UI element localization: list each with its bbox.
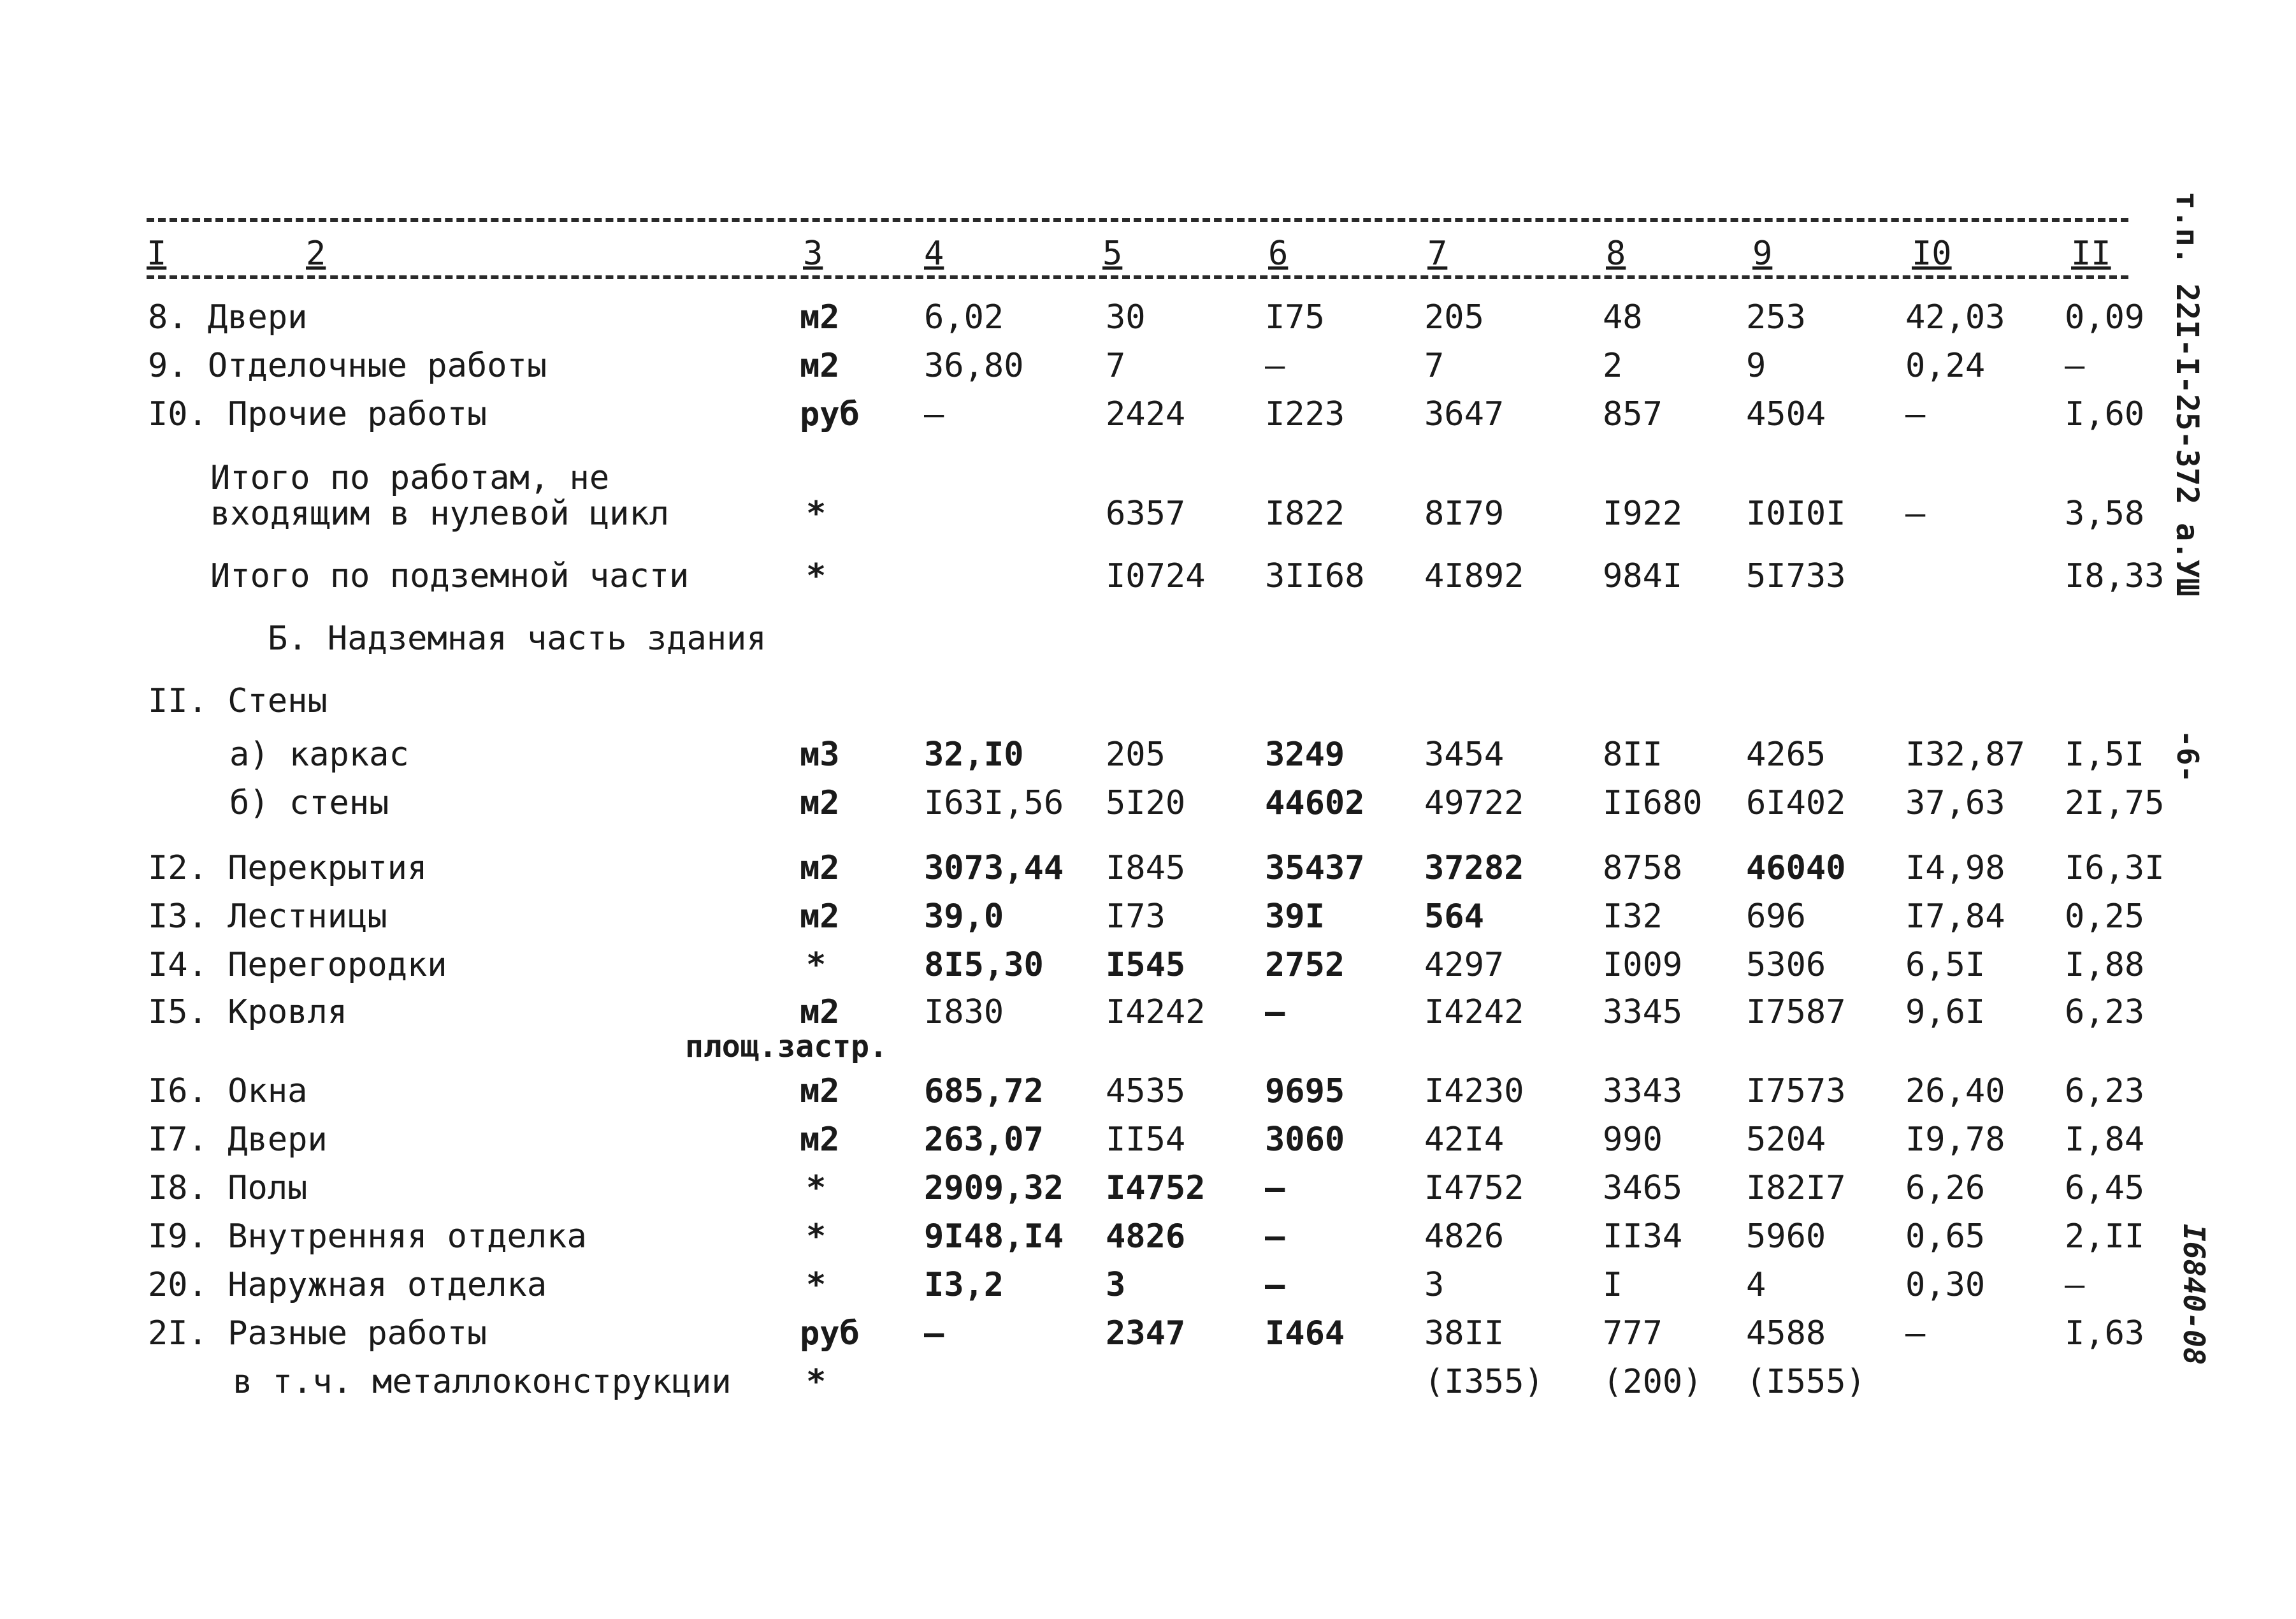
cell-col8: 48 (1603, 298, 1643, 337)
side-document-code: т.п. 22I-I-25-372 а.УШ (2169, 191, 2205, 597)
cell-col7: 38II (1424, 1314, 1505, 1353)
cell-col5: 2347 (1106, 1314, 1186, 1353)
row-unit: * (806, 1266, 827, 1304)
table-row (0, 989, 2296, 1035)
cell-col7: 564 (1424, 897, 1484, 936)
row-name: II. Стены (148, 682, 328, 720)
table-row (0, 1165, 2296, 1211)
cell-col9: 4 (1746, 1266, 1766, 1304)
row-name: 9. Отделочные работы (148, 347, 547, 385)
cell-col7: 8I79 (1424, 495, 1505, 533)
col-header-5: 5 (1102, 235, 1123, 273)
table-row (0, 1117, 2296, 1163)
cell-col5: 6357 (1106, 495, 1186, 533)
row-name: Итого по подземной части (210, 557, 690, 595)
table-row (0, 294, 2296, 340)
cell-col9: 4588 (1746, 1314, 1826, 1353)
cell-col9: 4265 (1746, 736, 1826, 774)
cell-col5: 4826 (1106, 1217, 1186, 1256)
row-name: в т.ч. металлоконструкции (233, 1363, 732, 1401)
cell-col7: 4826 (1424, 1217, 1505, 1256)
table-row (0, 343, 2296, 389)
cell-col10: 37,63 (1905, 784, 2005, 822)
cell-col9: I7573 (1746, 1072, 1846, 1110)
page-number-mark: -6- (2170, 730, 2205, 783)
cell-col11: 2,II (2065, 1217, 2145, 1256)
header-top-rule (147, 218, 2128, 222)
cell-col8: 984I (1603, 557, 1683, 595)
cell-col5: II54 (1106, 1121, 1186, 1159)
cell-col5: I845 (1106, 849, 1186, 887)
col-header-7: 7 (1427, 235, 1448, 273)
cell-col5: 4535 (1106, 1072, 1186, 1110)
cell-col10: 0,24 (1905, 347, 1986, 385)
cell-col8: 8758 (1603, 849, 1683, 887)
cell-col9: I0I0I (1746, 495, 1846, 533)
row-name: I0. Прочие работы (148, 395, 487, 433)
cell-col8: 2 (1603, 347, 1623, 385)
cell-col6: – (1265, 347, 1285, 385)
cell-col5: I4752 (1106, 1169, 1206, 1207)
cell-col6: I822 (1265, 495, 1345, 533)
cell-col9: 46040 (1746, 849, 1846, 887)
cell-col8: (200) (1603, 1363, 1703, 1401)
cell-col5: 7 (1106, 347, 1126, 385)
cell-col10: 6,5I (1905, 946, 1986, 984)
cell-col10: 0,30 (1905, 1266, 1986, 1304)
cell-col10: I7,84 (1905, 897, 2005, 936)
row-name-continued: входящим в нулевой цикл (210, 495, 670, 533)
cell-col4: 9I48,I4 (924, 1217, 1064, 1256)
row-unit: м2 (800, 1121, 840, 1159)
table-row (0, 1214, 2296, 1260)
cell-col7: 3 (1424, 1266, 1445, 1304)
cell-col7: I4752 (1424, 1169, 1524, 1207)
cell-col8: 3343 (1603, 1072, 1683, 1110)
cell-col4: 8I5,30 (924, 946, 1044, 984)
cell-col9: I82I7 (1746, 1169, 1846, 1207)
krovlya-unit-note: площ.застр. (685, 1029, 888, 1064)
cell-col11: – (2065, 1266, 2085, 1304)
cell-col4: – (924, 395, 944, 433)
cell-col5: I73 (1106, 897, 1166, 936)
cell-col10: – (1905, 1314, 1926, 1353)
cell-col10: – (1905, 395, 1926, 433)
table-row (0, 491, 2296, 537)
cell-col4: 6,02 (924, 298, 1004, 337)
col-header-4: 4 (924, 235, 944, 273)
cell-col9: 5960 (1746, 1217, 1826, 1256)
cell-col11: I,60 (2065, 395, 2145, 433)
cell-col6: 3060 (1265, 1121, 1345, 1159)
row-name: I3. Лестницы (148, 897, 387, 936)
cell-col9: 4504 (1746, 395, 1826, 433)
cell-col9: 5306 (1746, 946, 1826, 984)
col-header-6: 6 (1268, 235, 1289, 273)
row-unit: м2 (800, 897, 840, 936)
cell-col9: 5I733 (1746, 557, 1846, 595)
cell-col6: 35437 (1265, 849, 1365, 887)
cell-col7: 3454 (1424, 736, 1505, 774)
col-header-9: 9 (1752, 235, 1773, 273)
cell-col11: 6,23 (2065, 1072, 2145, 1110)
cell-col4: 39,0 (924, 897, 1004, 936)
cell-col11: I,5I (2065, 736, 2145, 774)
row-name: I8. Полы (148, 1169, 308, 1207)
row-unit: м2 (800, 298, 840, 337)
cell-col5: 205 (1106, 736, 1166, 774)
cell-col9: I7587 (1746, 993, 1846, 1031)
cell-col4: I63I,56 (924, 784, 1064, 822)
cell-col9: 6I402 (1746, 784, 1846, 822)
cell-col10: I32,87 (1905, 736, 2025, 774)
cell-col6: 9695 (1265, 1072, 1345, 1110)
cell-col7: 49722 (1424, 784, 1524, 822)
row-unit: * (806, 557, 827, 595)
cell-col8: I009 (1603, 946, 1683, 984)
cell-col4: 32,I0 (924, 736, 1024, 774)
cell-col11: 0,25 (2065, 897, 2145, 936)
cell-col6: I223 (1265, 395, 1345, 433)
row-unit: * (806, 946, 827, 984)
cell-col7: (I355) (1424, 1363, 1544, 1401)
cell-col5: I0724 (1106, 557, 1206, 595)
cell-col7: I4230 (1424, 1072, 1524, 1110)
col-header-11: II (2071, 235, 2111, 273)
table-row (0, 894, 2296, 940)
row-unit: м2 (800, 993, 840, 1031)
cell-col9: 253 (1746, 298, 1806, 337)
cell-col5: 3 (1106, 1266, 1126, 1304)
cell-col6: – (1265, 1217, 1285, 1256)
row-name: 8. Двери (148, 298, 308, 337)
table-row (0, 780, 2296, 826)
cell-col8: 990 (1603, 1121, 1663, 1159)
cell-col11: I,63 (2065, 1314, 2145, 1353)
section-heading: Б. Надземная часть здания (268, 620, 767, 658)
col-header-8: 8 (1606, 235, 1626, 273)
cell-col11: 3,58 (2065, 495, 2145, 533)
cell-col11: I8,33 (2065, 557, 2165, 595)
cell-col4: 263,07 (924, 1121, 1044, 1159)
cell-col11: I,84 (2065, 1121, 2145, 1159)
cell-col8: 8II (1603, 736, 1663, 774)
cell-col6: – (1265, 993, 1285, 1031)
table-row (0, 845, 2296, 891)
cell-col7: 3647 (1424, 395, 1505, 433)
cell-col11: – (2065, 347, 2085, 385)
row-name: I6. Окна (148, 1072, 308, 1110)
row-unit: * (806, 1169, 827, 1207)
table-row (0, 1359, 2296, 1405)
cell-col10: 9,6I (1905, 993, 1986, 1031)
cell-col5: I4242 (1106, 993, 1206, 1031)
cell-col9: (I555) (1746, 1363, 1866, 1401)
table-row (0, 1068, 2296, 1114)
cell-col10: I4,98 (1905, 849, 2005, 887)
table-row (0, 678, 2296, 724)
cell-col10: I9,78 (1905, 1121, 2005, 1159)
cell-col9: 9 (1746, 347, 1766, 385)
row-name: I4. Перегородки (148, 946, 447, 984)
cell-col11: I,88 (2065, 946, 2145, 984)
table-row (0, 732, 2296, 778)
cell-col10: 26,40 (1905, 1072, 2005, 1110)
cell-col8: II34 (1603, 1217, 1683, 1256)
cell-col6: 44602 (1265, 784, 1365, 822)
row-name: I2. Перекрытия (148, 849, 428, 887)
cell-col4: 36,80 (924, 347, 1024, 385)
cell-col6: 39I (1265, 897, 1325, 936)
col-header-3: 3 (803, 235, 823, 273)
cell-col10: 0,65 (1905, 1217, 1986, 1256)
cell-col9: 696 (1746, 897, 1806, 936)
cell-col8: 777 (1603, 1314, 1663, 1353)
cell-col7: 4I892 (1424, 557, 1524, 595)
cell-col10: – (1905, 495, 1926, 533)
table-row (0, 1310, 2296, 1356)
table-row (0, 942, 2296, 988)
cell-col6: I75 (1265, 298, 1325, 337)
row-name: I9. Внутренняя отделка (148, 1217, 587, 1256)
cell-col5: 5I20 (1106, 784, 1186, 822)
row-name: б) стены (229, 784, 389, 822)
col-header-10: I0 (1912, 235, 1952, 273)
cell-col8: II680 (1603, 784, 1703, 822)
row-unit: * (806, 1363, 827, 1401)
cell-col10: 6,26 (1905, 1169, 1986, 1207)
row-name: 2I. Разные работы (148, 1314, 487, 1353)
cell-col4: – (924, 1314, 944, 1353)
cell-col7: 205 (1424, 298, 1484, 337)
cell-col6: – (1265, 1169, 1285, 1207)
cell-col4: 685,72 (924, 1072, 1044, 1110)
cell-col8: I32 (1603, 897, 1663, 936)
cell-col10: 42,03 (1905, 298, 2005, 337)
table-row (0, 553, 2296, 599)
row-unit: м3 (800, 736, 840, 774)
cell-col7: 7 (1424, 347, 1445, 385)
cell-col7: I4242 (1424, 993, 1524, 1031)
row-unit: м2 (800, 1072, 840, 1110)
cell-col4: I830 (924, 993, 1004, 1031)
cell-col5: I545 (1106, 946, 1186, 984)
col-header-2: 2 (306, 235, 326, 273)
cell-col11: 0,09 (2065, 298, 2145, 337)
row-unit: * (806, 1217, 827, 1256)
cell-col7: 4297 (1424, 946, 1505, 984)
cell-col8: 3345 (1603, 993, 1683, 1031)
row-unit: руб (800, 395, 860, 433)
cell-col7: 42I4 (1424, 1121, 1505, 1159)
row-name: I5. Кровля (148, 993, 348, 1031)
cell-col9: 5204 (1746, 1121, 1826, 1159)
cell-col8: 857 (1603, 395, 1663, 433)
row-name: I7. Двери (148, 1121, 328, 1159)
cell-col6: – (1265, 1266, 1285, 1304)
cell-col11: 6,23 (2065, 993, 2145, 1031)
cell-col8: 3465 (1603, 1169, 1683, 1207)
cell-col11: 6,45 (2065, 1169, 2145, 1207)
cell-col6: 3II68 (1265, 557, 1365, 595)
cell-col6: 2752 (1265, 946, 1345, 984)
row-unit: м2 (800, 849, 840, 887)
col-header-1: I (147, 235, 167, 273)
cell-col11: 2I,75 (2065, 784, 2165, 822)
row-name: 20. Наружная отделка (148, 1266, 547, 1304)
cell-col8: I922 (1603, 495, 1683, 533)
column-header-row (147, 235, 2128, 273)
inventory-number: I6840-08 (2177, 1224, 2211, 1365)
header-bottom-rule (147, 275, 2128, 279)
cell-col7: 37282 (1424, 849, 1524, 887)
cell-col4: 2909,32 (924, 1169, 1064, 1207)
row-name: Итого по работам, не (210, 459, 610, 497)
cell-col11: I6,3I (2065, 849, 2165, 887)
row-unit: м2 (800, 347, 840, 385)
cell-col8: I (1603, 1266, 1623, 1304)
row-unit: руб (800, 1314, 860, 1353)
cell-col6: I464 (1265, 1314, 1345, 1353)
row-unit: * (806, 495, 827, 533)
table-row (0, 391, 2296, 437)
cell-col5: 30 (1106, 298, 1146, 337)
table-row (0, 1262, 2296, 1308)
cell-col6: 3249 (1265, 736, 1345, 774)
row-name: а) каркас (229, 736, 409, 774)
row-unit: м2 (800, 784, 840, 822)
cell-col5: 2424 (1106, 395, 1186, 433)
cell-col4: I3,2 (924, 1266, 1004, 1304)
cell-col4: 3073,44 (924, 849, 1064, 887)
